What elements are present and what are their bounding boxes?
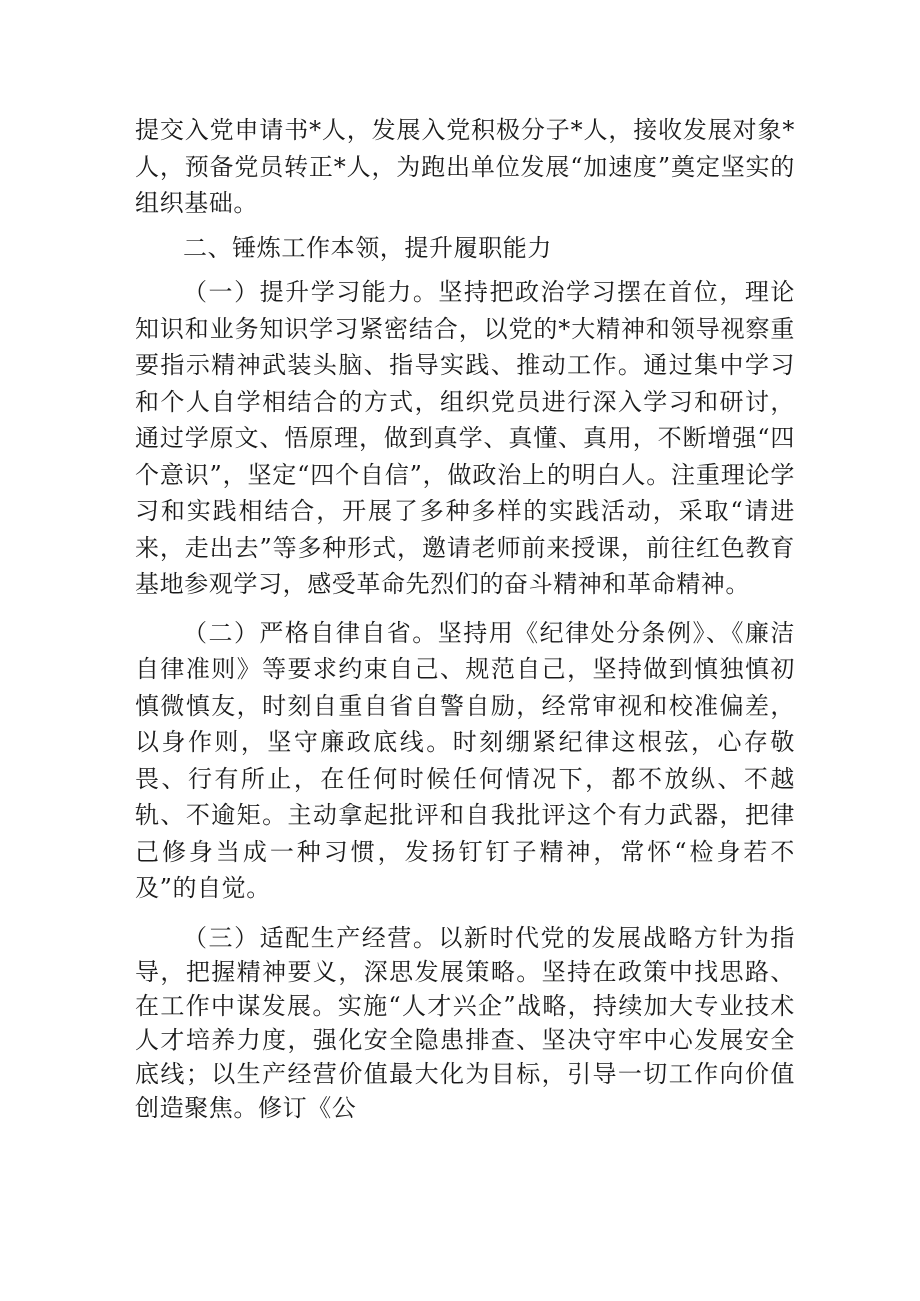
section-heading: 二、锤炼工作本领，提升履职能力 bbox=[183, 233, 552, 262]
paragraph-self-discipline: （二）严格自律自省。坚持用《纪律处分条例》、《廉洁自律准则》等要求约束自己、规范自己，坚持做到慎独慎初慎微慎友，时刻自重自省自警自励，经常审视和校准偏差，以身作则，坚守廉政底线。时刻绷紧纪律这根弦，心存敬畏、行有所止，在任何时候任何情况下，都不放纵、不越轨、不逾矩。主动拿起批评和自我批评这个有力武器，把律己修身当成一种习惯，发扬钉钉子精神，常怀“检身若不及”的自觉。 bbox=[135, 618, 795, 902]
paragraph-continuation: 提交入党申请书*人，发展入党积极分子*人，接收发展对象*人，预备党员转正*人，为跑出单位发展“加速度”奠定坚实的组织基础。 bbox=[135, 116, 795, 217]
paragraph-production-operation: （三）适配生产经营。以新时代党的发展战略方针为指导，把握精神要义，深思发展策略。坚持在政策中找思路、在工作中谋发展。实施“人才兴企”战略，持续加大专业技术人才培养力度，强化安全隐患排查、坚决守牢中心发展安全底线；以生产经营价值最大化为目标，引导一切工作向价值创造聚焦。修订《公 bbox=[135, 923, 795, 1122]
document-page bbox=[135, 112, 795, 1125]
paragraph-learning-ability: （一）提升学习能力。坚持把政治学习摆在首位，理论知识和业务知识学习紧密结合，以党的*大精神和领导视察重要指示精神武装头脑、指导实践、推动工作。通过集中学习和个人自学相结合的方式，组织党员进行深入学习和研讨，通过学原文、悟原理，做到真学、真懂、真用，不断增强“四个意识”，坚定“四个自信”，做政治上的明白人。注重理论学习和实践相结合，开展了多种多样的实践活动，采取“请进来，走出去”等多种形式，邀请老师前来授课，前往红色教育基地参观学习，感受革命先烈们的奋斗精神和革命精神。 bbox=[135, 278, 795, 598]
